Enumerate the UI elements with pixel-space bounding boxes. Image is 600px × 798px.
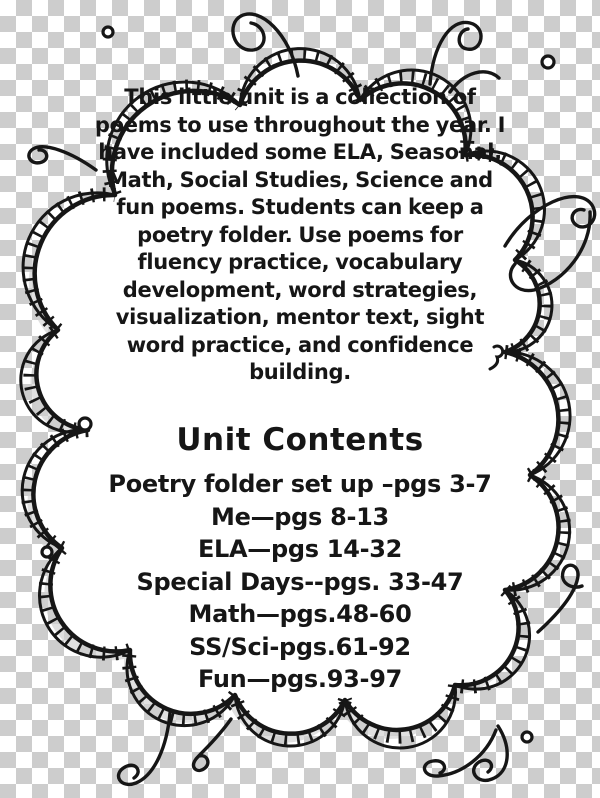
intro-line: Math, Social Studies, Science and [107,167,493,192]
intro-line: poetry folder. Use poems for [137,222,463,247]
intro-line: building. [249,360,351,384]
toc-item: Poetry folder set up –pgs 3-7 [108,470,492,498]
toc-item: Fun—pgs.93-97 [198,665,402,693]
intro-line: visualization, mentor text, sight [115,305,485,329]
intro-line: have included some ELA, Seasonal, [98,140,502,164]
unit-contents-list [50,468,550,696]
toc-item: SS/Sci-pgs.61-92 [189,632,411,661]
intro-line: poems to use throughout the year. I [94,112,506,137]
intro-line: fun poems. Students can keep a [116,195,484,219]
toc-item: Special Days--pgs. 33-47 [136,567,464,596]
toc-item: Me—pgs 8-13 [211,502,389,531]
intro-paragraph [62,84,538,387]
toc-item: Math—pgs.48-60 [188,600,412,628]
intro-line: fluency practice, vocabulary [137,250,463,274]
toc-item: ELA—pgs 14-32 [197,535,403,563]
intro-line: This little unit is a collection of [124,85,476,109]
unit-contents-heading: Unit Contents [176,422,424,458]
intro-line: development, word strategies, [122,277,478,302]
intro-line: word practice, and confidence [126,332,474,357]
